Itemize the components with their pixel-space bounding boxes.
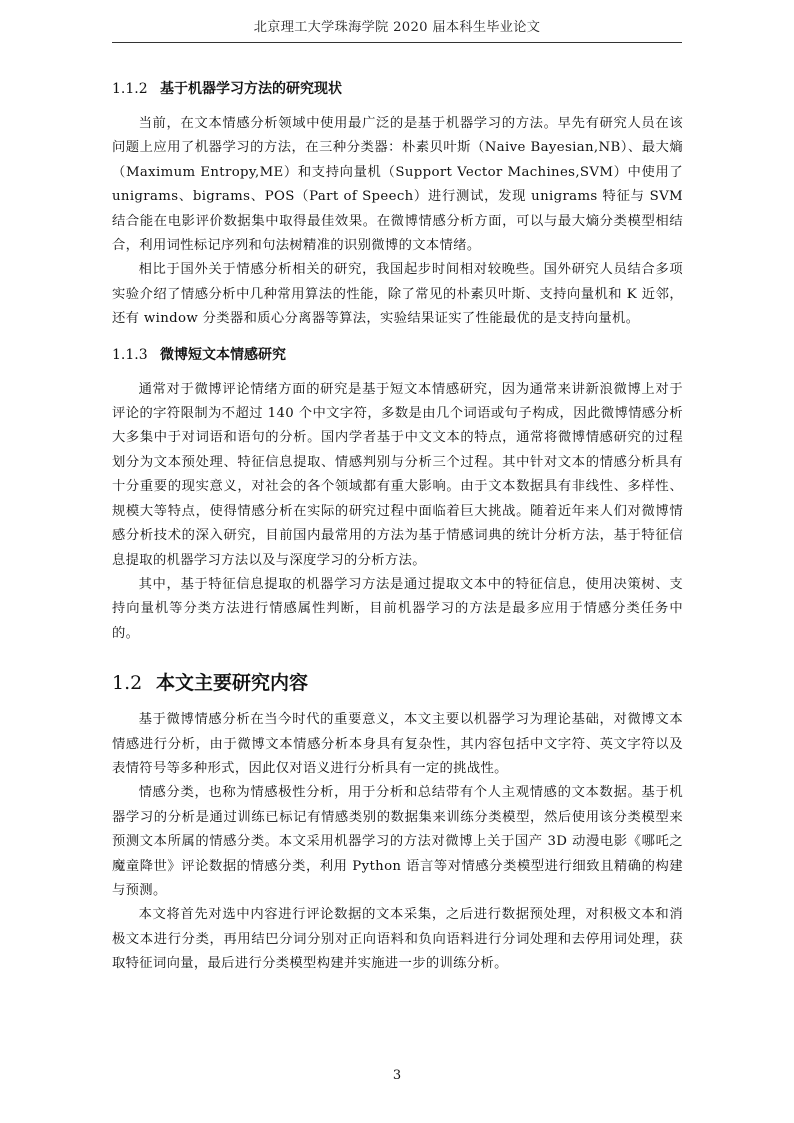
paragraph: 情感分类，也称为情感极性分析，用于分析和总结带有个人主观情感的文本数据。基于机器学习的分析是通过训练已标记有情感类别的数据集来训练分类模型，然后使用该分类模型来预测文本所属的情感分类。本文采用机器学习的方法对微博上关于国产 3D 动漫电影《哪吒之魔童降世》评论数据的情感分类，利用 Python 语言等对情感分类模型进行细致且精确的构建与预测。: [112, 785, 683, 898]
running-header: 北京理工大学珠海学院 2020 届本科生毕业论文: [253, 20, 541, 35]
subsection-number: 1.1.2: [112, 81, 148, 97]
subsection-title: 基于机器学习方法的研究现状: [160, 81, 342, 97]
paragraph: 其中，基于特征信息提取的机器学习方法是通过提取文本中的特征信息，使用决策树、支持向量机等分类方法进行情感属性判断，目前机器学习的方法是最多应用于情感分类任务中的。: [112, 576, 683, 641]
paragraph: 通常对于微博评论情绪方面的研究是基于短文本情感研究，因为通常来讲新浪微博上对于评论的字符限制为不超过 140 个中文字符，多数是由几个词语或句子构成，因此微博情感分析大多集中于对词语和语句的分析。国内学者基于中文文本的特点，通常将微博情感研究的过程划分为文本预处理、特征信息提取、情感判别与分析三个过程。其中针对文本的情感分析具有十分重要的现实意义，对社会的各个领域都有重大影响。由于文本数据具有非线性、多样性、规模大等特点，使得情感分析在实际的研究过程中面临着巨大挑战。随着近年来人们对微博情感分析技术的深入研究，目前国内最常用的方法为基于情感词典的统计分析方法，基于特征信息提取的机器学习方法以及与深度学习的分析方法。: [112, 381, 683, 568]
page-body: [112, 78, 683, 977]
paragraph: 本文将首先对选中内容进行评论数据的文本采集，之后进行数据预处理，对积极文本和消极文本进行分类，再用结巴分词分别对正向语料和负向语料进行分词处理和去停用词处理，获取特征词向量，最后进行分类模型构建并实施进一步的训练分析。: [112, 907, 683, 972]
section-title: 本文主要研究内容: [156, 672, 309, 695]
subsection-heading-1-1-3: [112, 344, 683, 366]
section-number: 1.2: [112, 672, 143, 695]
header-rule: [112, 42, 682, 43]
page-number: 3: [392, 1068, 402, 1083]
subsection-heading-1-1-2: [112, 78, 683, 100]
paragraph: 相比于国外关于情感分析相关的研究，我国起步时间相对较晚些。国外研究人员结合多项实验介绍了情感分析中几种常用算法的性能，除了常见的朴素贝叶斯、支持向量机和 K 近邻，还有 window 分类器和质心分离器等算法，实验结果证实了性能最优的是支持向量机。: [112, 262, 683, 327]
section-heading-1-2: [112, 668, 683, 698]
subsection-title: 微博短文本情感研究: [160, 346, 286, 363]
paragraph: 当前，在文本情感分析领域中使用最广泛的是基于机器学习的方法。早先有研究人员在该问题上应用了机器学习的方法，在三种分类器：朴素贝叶斯（Naive Bayesian,NB）、最大熵（Maximum Entropy,ME）和支持向量机（Support Vector Machines,SVM）中使用了 unigrams、bigrams、POS（Part of Speech）进行测试，发现 unigrams 特征与 SVM 结合能在电影评价数据集中取得最佳效果。在微博情感分析方面，可以与最大熵分类模型相结合，利用词性标记序列和句法树精准的识别微博的文本情绪。: [112, 116, 683, 254]
paragraph: 基于微博情感分析在当今时代的重要意义，本文主要以机器学习为理论基础，对微博文本情感进行分析，由于微博文本情感分析本身具有复杂性，其内容包括中文字符、英文字符以及表情符号等多种形式，因此仅对语义进行分析具有一定的挑战性。: [112, 712, 683, 776]
subsection-number: 1.1.3: [112, 346, 148, 363]
